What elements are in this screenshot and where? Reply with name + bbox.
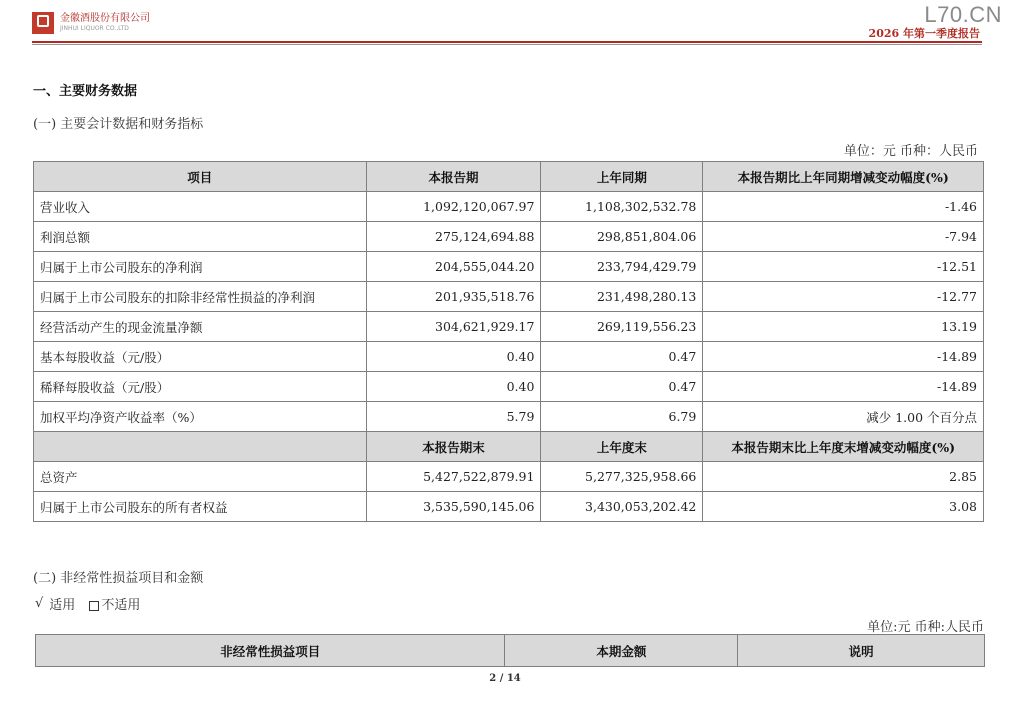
table-row xyxy=(34,222,984,252)
table-row xyxy=(34,342,984,372)
cell-change: -7.94 xyxy=(703,222,984,252)
cell-current: 5.79 xyxy=(366,402,541,432)
non-recurring-table xyxy=(35,634,985,667)
table-row xyxy=(34,492,984,522)
cell-change: -1.46 xyxy=(703,192,984,222)
row-label: 归属于上市公司股东的所有者权益 xyxy=(34,492,367,522)
cell-change: -12.77 xyxy=(703,282,984,312)
not-applicable-option xyxy=(89,594,140,613)
applicable-label: 适用 xyxy=(49,598,76,613)
cell-prior: 0.47 xyxy=(541,342,703,372)
cell-change: 3.08 xyxy=(703,492,984,522)
cell-current: 275,124,694.88 xyxy=(366,222,541,252)
cell-current: 1,092,120,067.97 xyxy=(366,192,541,222)
checkbox-empty-icon xyxy=(89,601,99,611)
row-label: 营业收入 xyxy=(34,192,367,222)
col-header-blank xyxy=(34,432,367,462)
col-header-note: 说明 xyxy=(738,635,985,667)
cell-prior: 0.47 xyxy=(541,372,703,402)
row-label: 归属于上市公司股东的净利润 xyxy=(34,252,367,282)
cell-prior: 3,430,053,202.42 xyxy=(541,492,703,522)
cell-prior: 5,277,325,958.66 xyxy=(541,462,703,492)
cell-prior: 6.79 xyxy=(541,402,703,432)
table-row xyxy=(34,282,984,312)
header-rule xyxy=(32,41,982,43)
page-header xyxy=(0,0,1010,48)
cell-change: -12.51 xyxy=(703,252,984,282)
table-row xyxy=(34,462,984,492)
cell-prior: 1,108,302,532.78 xyxy=(541,192,703,222)
row-label: 经营活动产生的现金流量净额 xyxy=(34,312,367,342)
cell-prior: 269,119,556.23 xyxy=(541,312,703,342)
cell-current: 201,935,518.76 xyxy=(366,282,541,312)
financial-data-table xyxy=(33,161,984,522)
row-label: 归属于上市公司股东的扣除非经常性损益的净利润 xyxy=(34,282,367,312)
section-title: 一、主要财务数据 xyxy=(33,84,138,99)
applicability-row xyxy=(35,594,140,613)
page-number: 2 / 14 xyxy=(489,673,521,684)
cell-change: 减少 1.00 个百分点 xyxy=(703,402,984,432)
col-header-period-end: 本报告期末 xyxy=(366,432,541,462)
col-header-amount: 本期金额 xyxy=(505,635,738,667)
table-header-row xyxy=(36,635,985,667)
not-applicable-label: 不适用 xyxy=(101,598,141,613)
cell-current: 204,555,044.20 xyxy=(366,252,541,282)
unit-label-2: 单位:元 币种:人民币 xyxy=(867,620,984,635)
cell-change: -14.89 xyxy=(703,342,984,372)
row-label: 稀释每股收益（元/股） xyxy=(34,372,367,402)
row-label: 加权平均净资产收益率（%） xyxy=(34,402,367,432)
report-tag: 2026 年第一季度报告 xyxy=(868,27,980,40)
col-header-change: 本报告期比上年同期增减变动幅度(%) xyxy=(703,162,984,192)
logo-cn-text: 金徽酒股份有限公司 xyxy=(60,13,150,24)
cell-change: -14.89 xyxy=(703,372,984,402)
company-logo xyxy=(32,12,150,34)
header-rule-thin xyxy=(32,44,982,45)
table-row xyxy=(34,192,984,222)
cell-change: 2.85 xyxy=(703,462,984,492)
col-header-current: 本报告期 xyxy=(366,162,541,192)
table-subheader-row xyxy=(34,432,984,462)
col-header-item: 项目 xyxy=(34,162,367,192)
cell-current: 0.40 xyxy=(366,342,541,372)
logo-mark-icon xyxy=(32,12,54,34)
subsection-title: (一) 主要会计数据和财务指标 xyxy=(33,117,204,132)
col-header-prior: 上年同期 xyxy=(541,162,703,192)
row-label: 利润总额 xyxy=(34,222,367,252)
cell-prior: 231,498,280.13 xyxy=(541,282,703,312)
cell-current: 3,535,590,145.06 xyxy=(366,492,541,522)
row-label: 基本每股收益（元/股） xyxy=(34,342,367,372)
check-mark-icon: √ xyxy=(35,596,44,611)
cell-change: 13.19 xyxy=(703,312,984,342)
col-header-prior-year-end: 上年度末 xyxy=(541,432,703,462)
unit-label: 单位：元 币种：人民币 xyxy=(843,144,978,159)
logo-en-text: JINHUI LIQUOR CO.,LTD xyxy=(60,25,129,32)
table-row xyxy=(34,252,984,282)
subsection-title-2: (二) 非经常性损益项目和金额 xyxy=(33,571,204,586)
row-label: 总资产 xyxy=(34,462,367,492)
table-row xyxy=(34,402,984,432)
table-row xyxy=(34,312,984,342)
cell-prior: 233,794,429.79 xyxy=(541,252,703,282)
col-header-change-end: 本报告期末比上年度末增减变动幅度(%) xyxy=(703,432,984,462)
cell-current: 304,621,929.17 xyxy=(366,312,541,342)
watermark: L70.CN xyxy=(924,2,1002,27)
col-header-item: 非经常性损益项目 xyxy=(36,635,505,667)
table-row xyxy=(34,372,984,402)
cell-current: 0.40 xyxy=(366,372,541,402)
table-header-row xyxy=(34,162,984,192)
cell-prior: 298,851,804.06 xyxy=(541,222,703,252)
cell-current: 5,427,522,879.91 xyxy=(366,462,541,492)
